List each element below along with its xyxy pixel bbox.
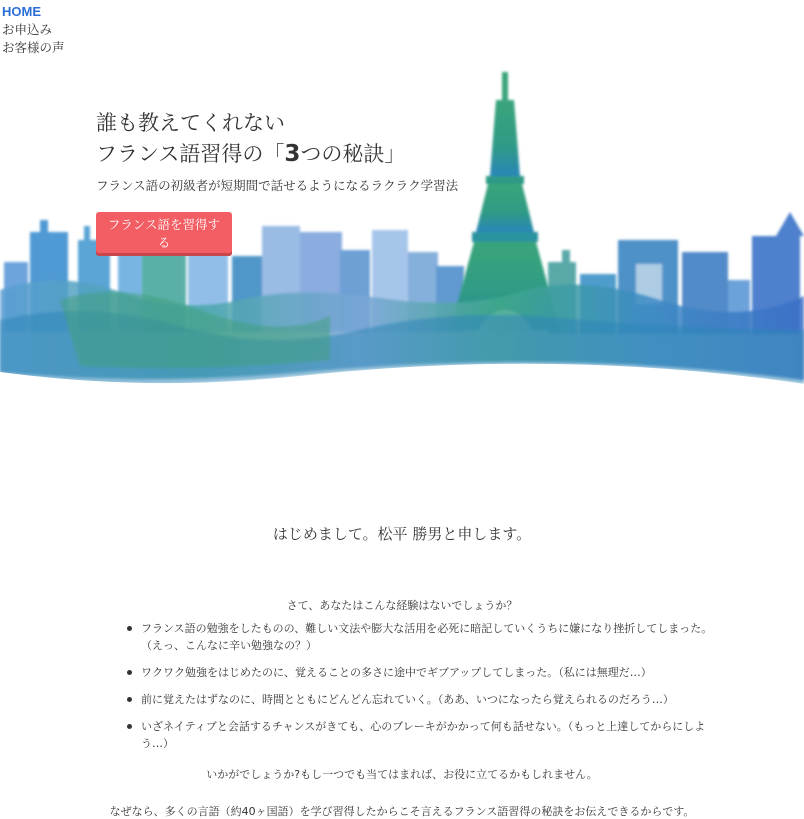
- top-nav: [2, 3, 65, 57]
- headline-line2-prefix: フランス語習得の「: [96, 142, 285, 166]
- nav-testimonials-link[interactable]: お客様の声: [2, 40, 65, 55]
- intro-heading: はじめまして。松平 勝男と申します。: [272, 525, 532, 543]
- closing-text: いかがでしょうか?もし一つでも当てはまれば、お役に立てるかもしれません。: [206, 768, 598, 781]
- hero-headline: [96, 108, 458, 170]
- experience-list: [126, 620, 726, 762]
- nav-home-link[interactable]: HOME: [2, 4, 41, 19]
- list-item: [126, 620, 726, 654]
- hero-text: [96, 108, 458, 253]
- list-item-line1: 前に覚えたはずなのに、時間とともにどんどん忘れていく。（ああ、いつになったら覚えられるのだろう…）: [141, 693, 674, 706]
- headline-number: 3: [284, 141, 301, 167]
- list-item-line2: （えっ、こんなに辛い勉強なの？）: [141, 639, 317, 652]
- hero-subheadline: フランス語の初級者が短期間で話せるようになるラクラク学習法: [96, 178, 459, 193]
- nav-apply-link[interactable]: お申込み: [2, 22, 53, 37]
- hero-section: [0, 0, 804, 400]
- intro-section: [0, 523, 804, 544]
- headline-line2-suffix: つの秘訣」: [300, 142, 406, 166]
- reason-text: なぜなら、多くの言語（約40ヶ国語）を学び習得したからこそ言えるフランス語習得の秘訣をお伝えできるからです。: [109, 805, 695, 818]
- intro-question: さて、あなたはこんな経験はないでしょうか？: [286, 599, 518, 612]
- list-item-line1: フランス語の勉強をしたものの、難しい文法や膨大な活用を必死に暗記していくうちに嫌になり挫折してしまった。: [141, 622, 713, 635]
- list-item-line1: いざネイティブと会話するチャンスがきても、心のブレーキがかかって何も話せない。（もっと上達してからにしよう…）: [141, 720, 706, 750]
- list-item-line1: ワクワク勉強をはじめたのに、覚えることの多さに途中でギブアップしてしまった。（私には無理だ…）: [141, 666, 652, 679]
- headline-line1: 誰も教えてくれない: [96, 111, 285, 135]
- learn-french-button[interactable]: フランス語を習得する: [96, 212, 232, 253]
- list-item: [126, 691, 726, 708]
- list-item: [126, 664, 726, 681]
- list-item: [126, 718, 726, 752]
